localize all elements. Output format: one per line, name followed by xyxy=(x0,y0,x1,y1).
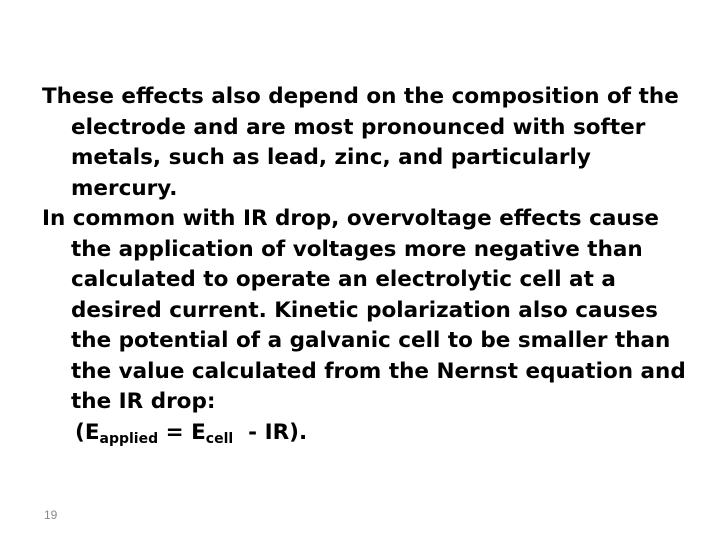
paragraph-ir-drop: In common with IR drop, overvoltage effects cause the application of voltages more negative than calculated to operate an electrolytic cell at a desired current. Kinetic polarization also causes the potential of a galvanic cell to be smaller than the value calculated from the Nernst equation and the IR drop: xyxy=(42,206,686,414)
formula-equals: = E xyxy=(158,419,206,445)
formula-close: - IR). xyxy=(233,419,308,445)
formula-subscript-cell: cell xyxy=(205,430,234,447)
slide-body xyxy=(42,82,692,448)
formula-subscript-applied: applied xyxy=(99,430,159,447)
slide-number: 19 xyxy=(44,508,58,522)
formula-open: (E xyxy=(75,419,100,445)
formula-applied-potential xyxy=(42,418,692,449)
paragraph-composition: These effects also depend on the composition of the electrode and are most pronounced with softer metals, such as lead, zinc, and particularly mercury. xyxy=(42,84,679,201)
